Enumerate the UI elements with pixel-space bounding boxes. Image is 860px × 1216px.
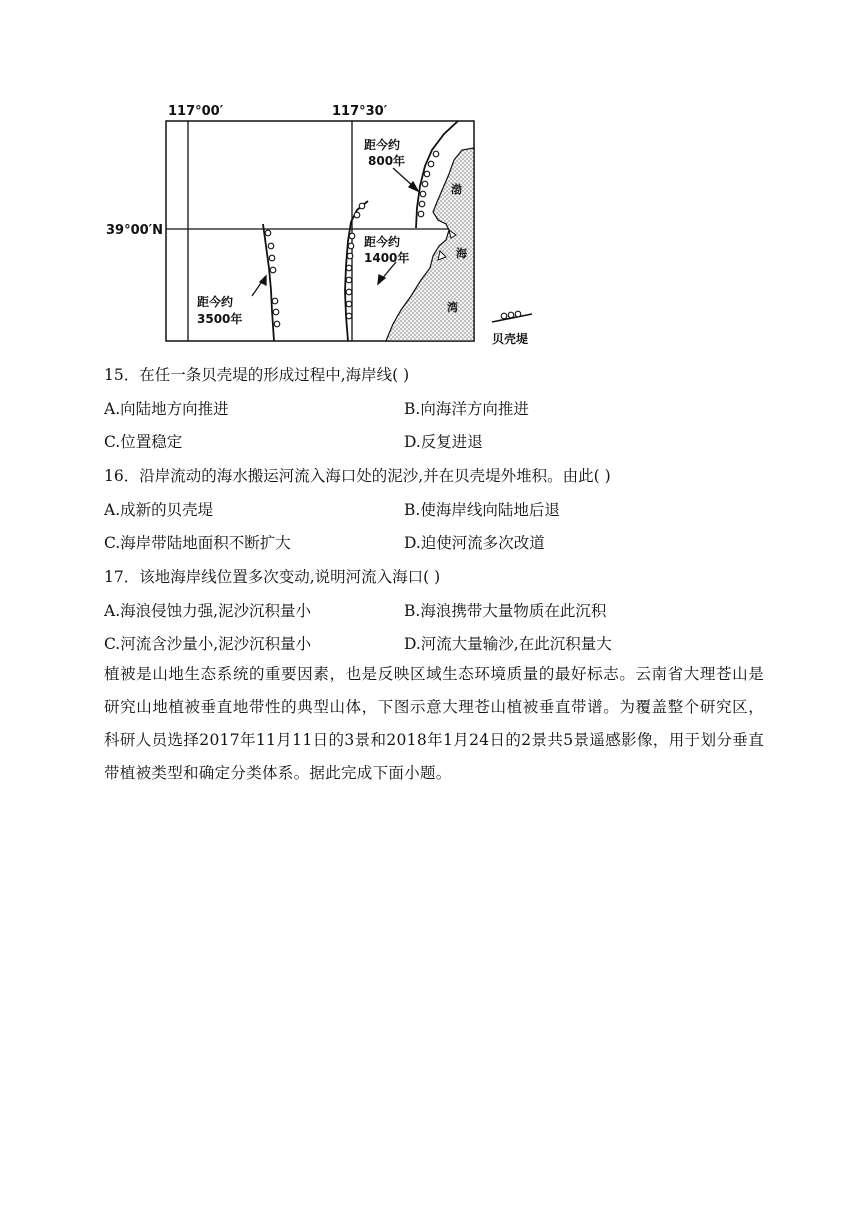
- question-15-option-c: C.位置稳定: [104, 433, 183, 451]
- label-800-line1: 距今约: [364, 138, 401, 152]
- passage-paragraph: 植被是山地生态系统的重要因素，也是反映区域生态环境质量的最好标志。云南省大理苍山是研究山地植被垂直地带性的典型山体，下图示意大理苍山植被垂直带谱。为覆盖整个研究区，科研人员选择2017年11月11日的3景和2018年1月24日的2景共5景遥感影像，用于划分垂直带植被类型和确定分类体系。据此完成下面小题。: [104, 665, 764, 782]
- label-800-line2: 800年: [368, 154, 406, 168]
- lat-label: 39°00′N: [106, 223, 163, 238]
- question-15-stem: 15．在任一条贝壳堤的形成过程中,海岸线( ): [104, 366, 410, 384]
- lon-label-right: 117°30′: [332, 104, 388, 119]
- sea-label-wan: 湾: [447, 301, 458, 314]
- legend-shell-ridge-symbol: [492, 311, 532, 322]
- label-arrows: [252, 168, 418, 296]
- question-16-option-b: B.使海岸线向陆地后退: [404, 501, 560, 519]
- question-16-option-d: D.迫使河流多次改道: [404, 534, 545, 552]
- question-15-option-a: A.向陆地方向推进: [104, 400, 229, 418]
- label-3500-line2: 3500年: [197, 312, 243, 326]
- question-15-option-d: D.反复进退: [404, 433, 483, 451]
- question-17-option-d: D.河流大量输沙,在此沉积量大: [404, 635, 612, 653]
- label-1400-line1: 距今约: [364, 235, 401, 249]
- legend-label: 贝壳堤: [492, 332, 529, 346]
- question-16-option-c: C.海岸带陆地面积不断扩大: [104, 534, 291, 552]
- shell-ridge-map: [100, 96, 550, 358]
- question-17-option-a: A.海浪侵蚀力强,泥沙沉积量小: [104, 602, 312, 620]
- question-16-stem: 16．沿岸流动的海水搬运河流入海口处的泥沙,并在贝壳堤外堆积。由此( ): [104, 467, 611, 485]
- label-1400-line2: 1400年: [364, 251, 410, 265]
- question-15-option-b: B.向海洋方向推进: [404, 400, 529, 418]
- sea-label-bo: 渤: [451, 183, 462, 196]
- shells-1400: [346, 203, 365, 319]
- sea-label-hai: 海: [456, 247, 467, 260]
- question-17-option-b: B.海浪携带大量物质在此沉积: [404, 602, 607, 620]
- question-17-option-c: C.河流含沙量小,泥沙沉积量小: [104, 635, 312, 653]
- map-figure: [100, 96, 550, 358]
- label-3500-line1: 距今约: [197, 295, 234, 309]
- lon-label-left: 117°00′: [168, 104, 224, 119]
- question-16-option-a: A.成新的贝壳堤: [104, 501, 214, 519]
- question-17-stem: 17．该地海岸线位置多次变动,说明河流入海口( ): [104, 568, 441, 586]
